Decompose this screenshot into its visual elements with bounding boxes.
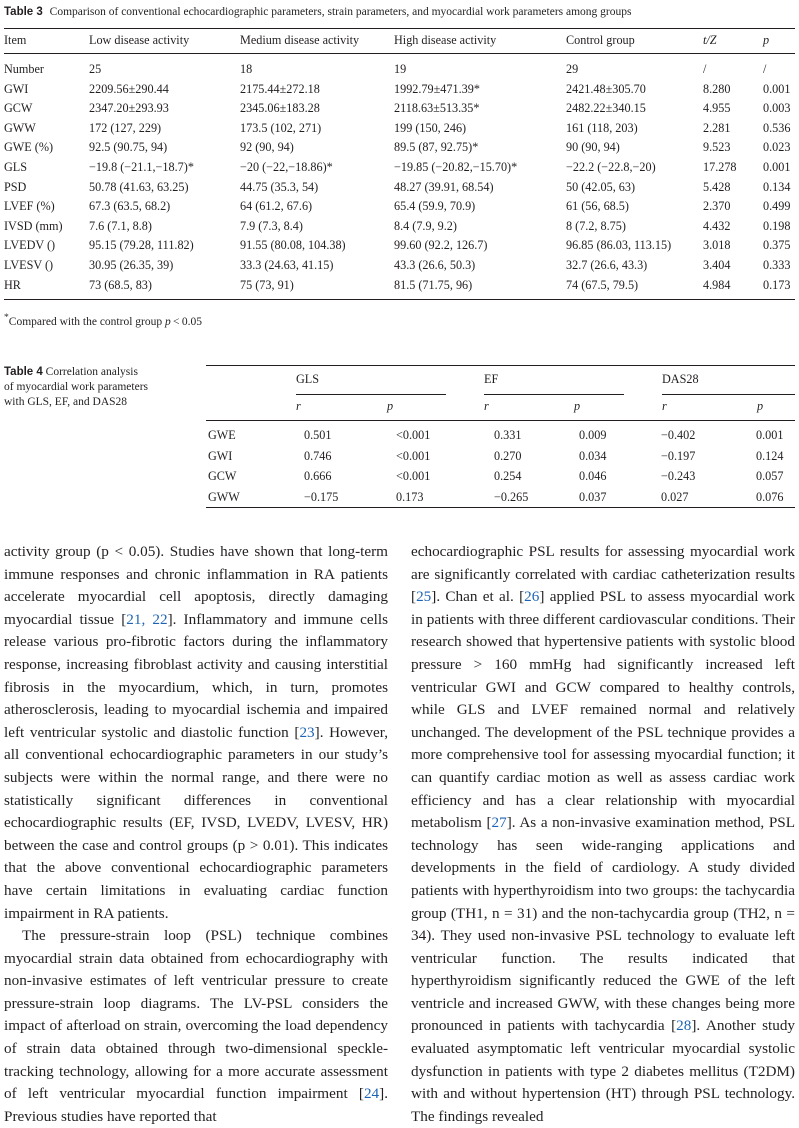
table3-cell: 0.001 [763,160,791,174]
table3-cell: 32.7 (26.6, 43.3) [566,258,648,272]
table3-cell: −20 (−22,−18.86)* [240,160,333,174]
table3-cell: 0.536 [763,120,791,135]
table3-cell: 9.523 [703,140,731,155]
table3-cell: 25 [89,62,102,76]
table3-col-header-1: Low disease activity [89,33,190,47]
table3-row-label: LVEF (%) [4,199,55,214]
table4-header-rule-gls [296,394,446,395]
table3-cell: 48.27 (39.91, 68.54) [394,179,494,194]
table4-subheader-5: p [757,399,764,413]
table4-header-rule-das28 [662,394,795,395]
table3-cell: 3.404 [703,258,731,272]
table3-cell: 4.432 [703,218,731,233]
table3-row-label: Number [4,62,44,76]
table4-cell: <0.001 [396,469,431,484]
table3-cell: 199 (150, 246) [394,120,467,135]
table3-row-label: HR [4,277,21,292]
citation-link[interactable]: 23 [299,723,315,741]
table4-row-label: GWW [208,490,240,505]
table4-cell: 0.124 [756,448,784,463]
citation-link[interactable]: 26 [524,588,540,606]
table3-cell: 92 (90, 94) [240,140,294,155]
table3-cell: 33.3 (24.63, 41.15) [240,258,334,272]
table4-subheader-3: p [574,399,581,413]
table3-cell: 0.023 [763,140,791,155]
body-right-paragraph-1: echocardiographic PSL results for assessing myocardial work are significantly correlated with cardiac catheterization results [25]. Chan et al. [26] applied PSL to assess myocardial work in patients with three different cardiovascular conditions. Their research showed that hypertensive patients with systolic blood pressure > 160 mmHg had significantly increased left ventricular GWI and GCW compared to healthy controls, while GLS and LVEF remained normal and relatively unchanged. The development of the PSL technique provides a more comprehensive tool for assessing myocardial function; it can quantify cardiac motion as well as assess cardiac work efficiency and has a clear relationship with myocardial metabolism [27]. As a non-invasive examination method, PSL technology has seen wide-ranging applications and developments in the field of cardiology. A study divided patients with hyperthyroidism into two groups: the tachycardia group (TH1, n = 31) and the non-tachycardia group (TH2, n = 34). They used non-invasive PSL technology to evaluate left ventricular function. The results indicated that hyperthyroidism significantly reduced the GWE of the left ventricle and increased GWW, with these changes being more pronounced in patients with tachycardia [28]. Another study evaluated asymptomatic left ventricular myocardial systolic dysfunction in patients with type 2 diabetes mellitus (T2DM) with and without hypertension (HT) through PSL technology. The findings revealed [411,543,796,1125]
table4-cell: 0.501 [304,428,332,442]
table3-col-header-4: Control group [566,33,635,47]
table4-cell: 0.057 [756,469,784,484]
citation-link[interactable]: 28 [676,1017,692,1035]
table4-subheader-0: r [296,399,301,413]
table4-subheader-rule [206,420,795,421]
table3-cell: 18 [240,62,253,76]
table3-cell: 0.134 [763,179,791,194]
table3-cell: 161 (118, 203) [566,120,638,135]
table3-row-label: GWE (%) [4,140,54,155]
table3-cell: 172 (127, 229) [89,120,162,135]
table4-row-label: GWI [208,448,233,463]
table4-caption [4,365,148,410]
table3-cell: 96.85 (86.03, 113.15) [566,238,672,253]
table3-row-label: LVESV () [4,258,54,272]
table3-row-label: GLS [4,160,28,174]
table3-cell: / [763,62,767,76]
table3-cell: 19 [394,62,407,76]
table3-cell: 7.6 (7.1, 8.8) [89,218,152,233]
table3-col-header-2: Medium disease activity [240,33,360,47]
table3-cell: 73 (68.5, 83) [89,277,152,292]
table3-cell: 8 (7.2, 8.75) [566,218,626,233]
table4-row-label: GCW [208,469,237,484]
table4-cell: −0.402 [661,428,696,442]
table3-cell: 4.955 [703,101,731,116]
table3-cell: 44.75 (35.3, 54) [240,179,319,194]
table3-cell: 90 (90, 94) [566,140,620,155]
table3-cell: −19.85 (−20.82,−15.70)* [394,160,518,174]
body-left-paragraph-2: The pressure-strain loop (PSL) technique combines myocardial strain data obtained from echocardiography with non-invasive estimates of left ventricular pressure to create pressure-strain loop diagrams. The LV-PSL considers the impact of afterload on strain, overcoming the load dependency of strain data obtained through two-dimensional speckle-tracking technology, allowing for a more accurate assessment of left ventricular myocardial function impairment [24]. Previous studies have reported that [4,927,388,1125]
table3-caption [4,6,631,18]
table3-row-label: GCW [4,101,33,116]
table4-cell: 0.254 [494,469,522,484]
table3-cell: 92.5 (90.75, 94) [89,140,168,155]
table3-bottom-rule [4,299,795,300]
table3-row-label: LVEDV () [4,238,56,253]
table3-cell: 91.55 (80.08, 104.38) [240,238,346,253]
table3-col-header-0: Item [4,33,27,47]
table3-row-label: GWW [4,120,36,135]
table3-cell: 2345.06±183.28 [240,101,320,116]
table3-col-header-3: High disease activity [394,33,497,47]
table4-cell: 0.746 [304,448,332,463]
table3-cell: 17.278 [703,160,737,174]
table3-cell: 2482.22±340.15 [566,101,646,116]
table3-cell: 173.5 (102, 271) [240,120,322,135]
table3-header-rule [4,53,795,54]
table3-row-label: PSD [4,179,27,194]
table3-cell: 8.280 [703,81,731,96]
citation-link[interactable]: 25 [416,588,432,606]
table4-cell: 0.173 [396,490,424,505]
citation-link[interactable]: 21, 22 [126,610,168,628]
table4-cell: <0.001 [396,428,431,442]
table4-cell: 0.076 [756,490,784,505]
table3-col-header-5: t/Z [703,33,717,47]
table4-group-header-ef: EF [484,372,499,386]
table3-cell: 30.95 (26.35, 39) [89,258,174,272]
citation-link[interactable]: 27 [491,814,507,832]
table3-cell: 89.5 (87, 92.75)* [394,140,479,155]
table4-cell: 0.270 [494,448,522,463]
table4-cell: −0.197 [661,448,696,463]
table4-cell: 0.331 [494,428,522,442]
table3-cell: 43.3 (26.6, 50.3) [394,258,476,272]
table3-cell: 8.4 (7.9, 9.2) [394,218,457,233]
table4-row-label: GWE [208,428,236,442]
table4-cell: 0.034 [579,448,607,463]
table3-cell: 2421.48±305.70 [566,81,646,96]
table4-subheader-1: p [387,399,394,413]
table3-row-label: GWI [4,81,29,96]
table4-subheader-2: r [484,399,489,413]
table4-caption-line2: of myocardial work parameters [4,381,149,393]
table3-cell: 74 (67.5, 79.5) [566,277,639,292]
table4-top-rule [206,365,795,366]
table3-cell: 75 (73, 91) [240,277,294,292]
table3-cell: 2.281 [703,120,731,135]
table4-cell: −0.243 [661,469,696,484]
table3-cell: 0.333 [763,258,791,272]
table3-cell: 2.370 [703,199,731,214]
table3-cell: 99.60 (92.2, 126.7) [394,238,488,253]
table4-cell: 0.001 [756,428,784,442]
table4-caption-line1: Correlation analysis [45,366,138,378]
table3-cell: 0.375 [763,238,791,253]
table4-cell: 0.037 [579,490,607,505]
table3-cell: 0.198 [763,218,791,233]
table4-bottom-rule [206,507,795,508]
citation-link[interactable]: 24 [363,1085,380,1103]
table3-col-header-6: p [763,33,770,47]
table3-cell: 50 (42.05, 63) [566,179,636,194]
table4-cell: 0.666 [304,469,332,484]
table3-cell: 65.4 (59.9, 70.9) [394,199,476,214]
body-right-column [411,541,795,1128]
table3-cell: 3.018 [703,238,731,253]
table3-cell: 61 (56, 68.5) [566,199,629,214]
table3-cell: 2347.20±293.93 [89,101,169,116]
table4-subheader-4: r [662,399,667,413]
table3-cell: −22.2 (−22.8,−20) [566,160,656,174]
table3-cell: 95.15 (79.28, 111.82) [89,238,194,253]
table3-cell: 1992.79±471.39* [394,81,480,96]
table3-footnote: *Compared with the control group p < 0.05 [4,312,202,328]
table3-cell: 50.78 (41.63, 63.25) [89,179,189,194]
table3-cell: 0.499 [763,199,791,214]
table3-cell: 2118.63±513.35* [394,101,480,116]
table4-cell: −0.265 [494,490,529,505]
table3-cell: 81.5 (71.75, 96) [394,277,473,292]
table3-cell: 29 [566,62,579,76]
body-left-paragraph-1: activity group (p < 0.05). Studies have shown that long-term immune responses and chronic inflammation in RA patients accelerate myocardial cell apoptosis, directly damaging myocardial tissue [21, 22]. Inflammatory and immune cells release various pro-fibrotic factors during the inflammatory response, increasing fibroblast activity and causing interstitial fibrosis in the myocardium, which, in turn, promotes atherosclerosis, leading to myocardial ischemia and impaired left ventricular systolic and diastolic function [23]. However, all conventional echocardiographic parameters in our study’s subjects were within the normal range, and there were no statistically significant differences in conventional echocardiographic results (EF, IVSD, LVEDV, LVESV, HR) between the case and control groups (p > 0.01). This indicates that the above conventional echocardiographic parameters have certain limitations in evaluating cardiac function impairment in RA patients. [4,543,388,922]
table3-cell: 7.9 (7.3, 8.4) [240,218,303,233]
table4-cell: 0.046 [579,469,607,484]
table3-cell: 5.428 [703,179,731,194]
table3-cell: / [703,62,707,76]
table3-cell: 67.3 (63.5, 68.2) [89,199,171,214]
table3-row-label: IVSD (mm) [4,218,63,233]
table4-header-rule-ef [484,394,624,395]
body-left-column [4,541,388,1128]
table4-group-header-gls: GLS [296,372,320,386]
table3-cell: 0.173 [763,277,791,292]
table3-cell: 0.001 [763,81,791,96]
table4-label: Table 4 [4,366,43,378]
table4-cell: 0.027 [661,490,689,505]
table3-top-rule [4,28,795,29]
table3-cell: 0.003 [763,101,791,116]
table3-cell: 2209.56±290.44 [89,81,169,96]
table4-cell: −0.175 [304,490,339,505]
table3-cell: 2175.44±272.18 [240,81,320,96]
table4-cell: 0.009 [579,428,607,442]
table4-caption-line3: with GLS, EF, and DAS28 [4,396,128,408]
table3-cell: 64 (61.2, 67.6) [240,199,313,214]
table3-label: Table 3 [4,6,43,18]
table3-caption-text: Comparison of conventional echocardiographic parameters, strain parameters, and myocardial work parameters among groups [49,6,632,18]
table4-group-header-das28: DAS28 [662,372,699,386]
table4-cell: <0.001 [396,448,431,463]
table3-cell: 4.984 [703,277,731,292]
table3-cell: −19.8 (−21.1,−18.7)* [89,160,194,174]
